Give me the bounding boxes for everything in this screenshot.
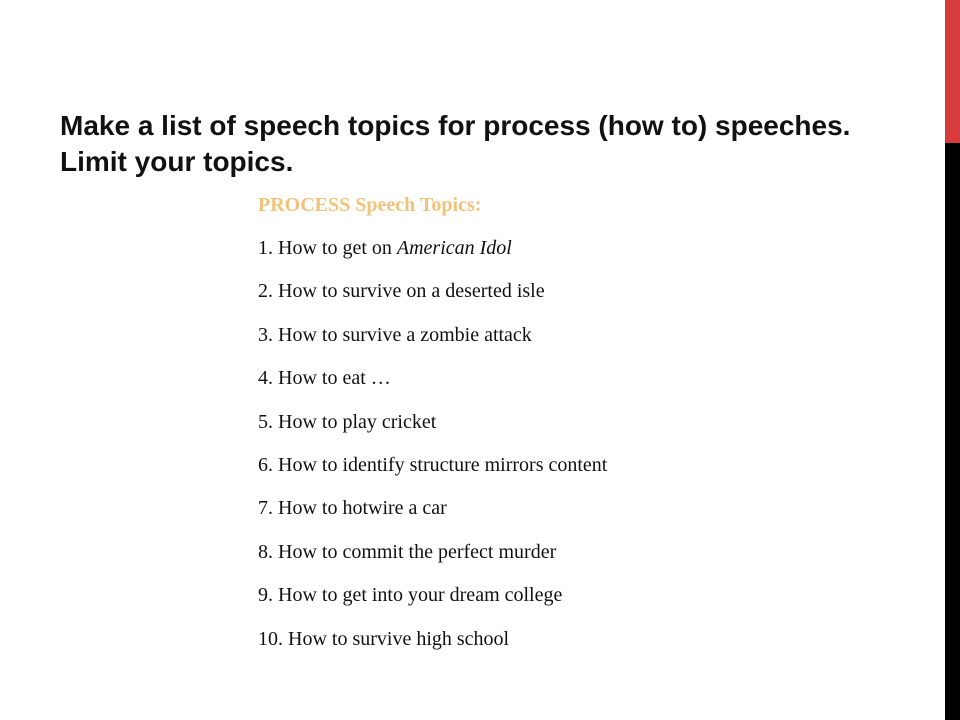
list-item: 9. How to get into your dream college [258,584,563,607]
list-item-emphasis: American Idol [396,237,512,259]
list-item: 6. How to identify structure mirrors content [258,453,608,476]
list-item-text: 1. How to get on [258,237,397,259]
topic-list [258,193,918,670]
list-item: 10. How to survive high school [258,627,510,650]
accent-bar-black [945,143,960,720]
list-item: 8. How to commit the perfect murder [258,540,557,563]
slide-title: Make a list of speech topics for process (how to) speeches. Limit your topics. [60,110,851,177]
list-heading: PROCESS Speech Topics: [258,194,482,216]
accent-bar-red [945,0,960,143]
list-item: 4. How to eat … [258,367,391,390]
list-item [258,236,918,261]
list-item: 5. How to play cricket [258,410,437,433]
list-item: 2. How to survive on a deserted isle [258,280,545,303]
list-item: 3. How to survive a zombie attack [258,323,532,346]
list-item: 7. How to hotwire a car [258,497,447,520]
